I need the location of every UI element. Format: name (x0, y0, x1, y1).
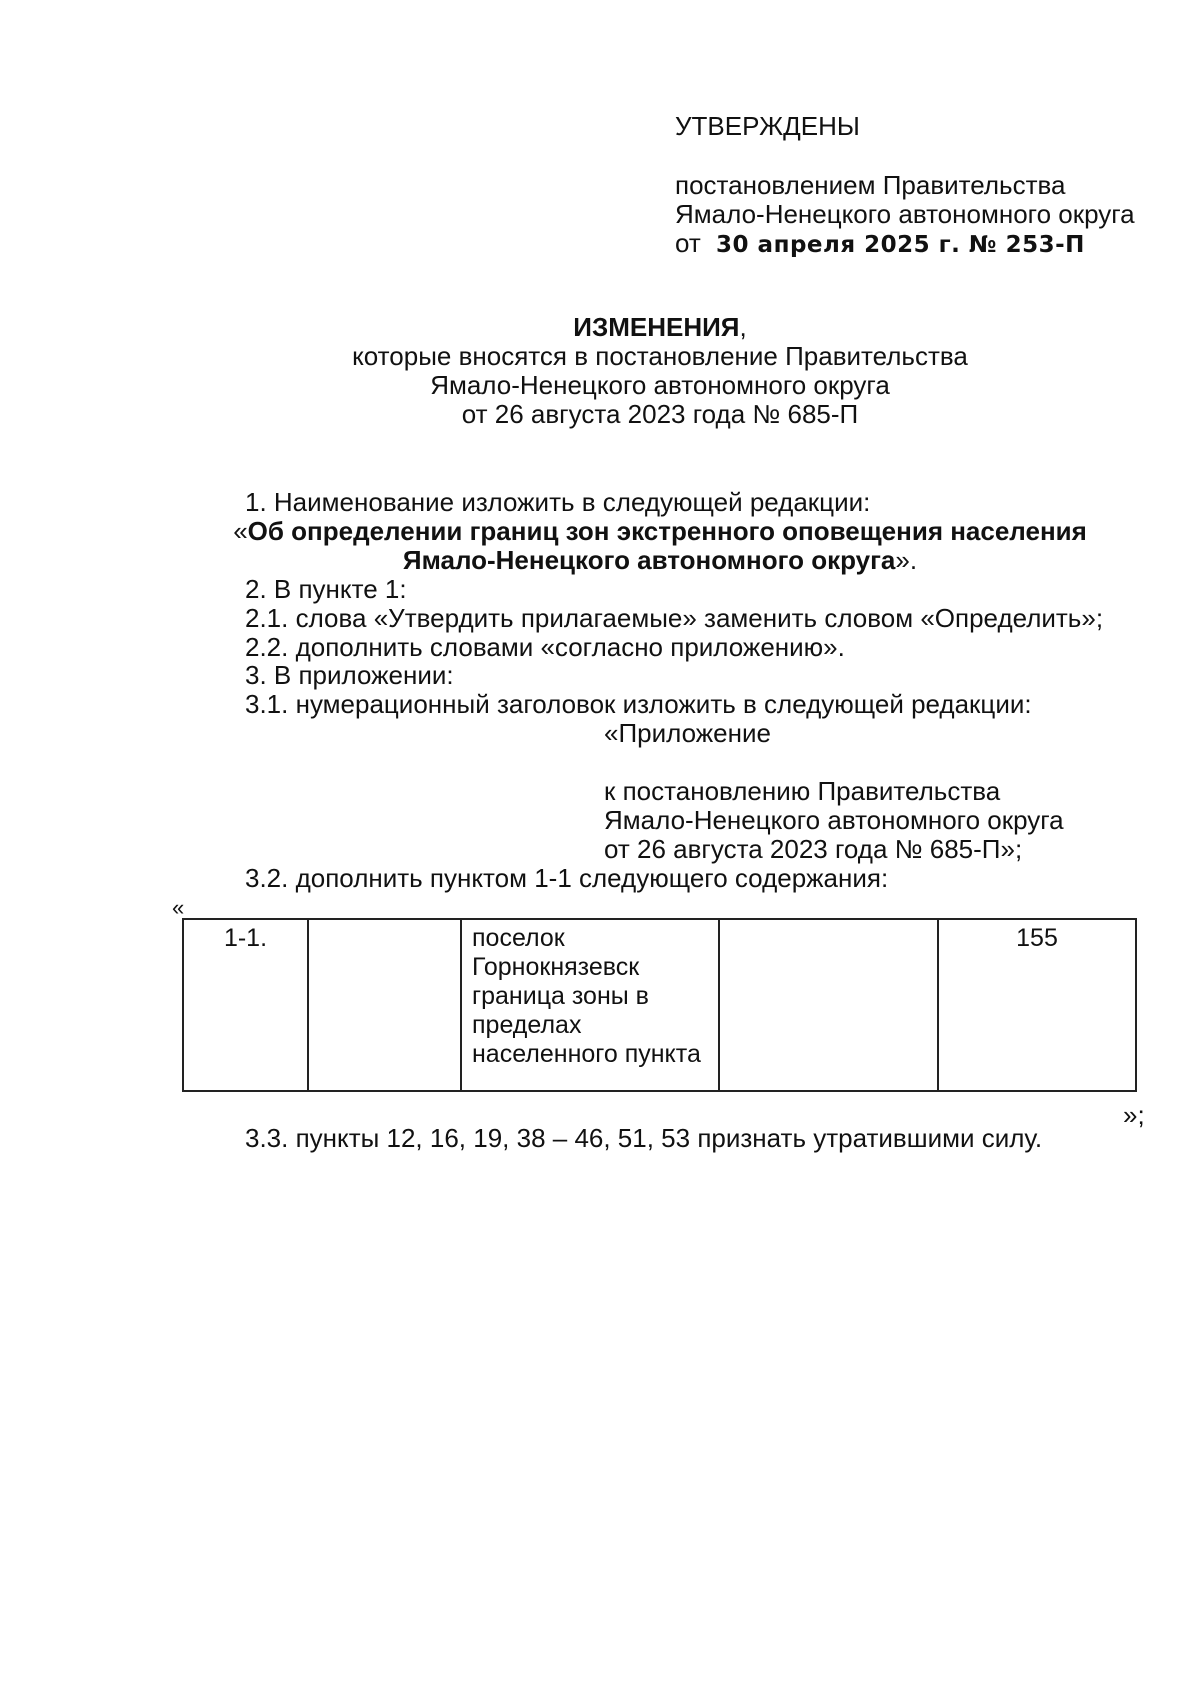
heading-line-3: от 26 августа 2023 года № 685-П (461, 399, 859, 429)
document-heading (0, 313, 1200, 429)
annex-heading: «Приложение (604, 718, 771, 748)
table-row (183, 919, 1136, 1091)
cell-number: 1-1. (183, 919, 308, 1091)
paragraph-1: 1. Наименование изложить в следующей редакции: (245, 487, 871, 517)
heading-line-2: Ямало-Ненецкого автономного округа (430, 370, 890, 400)
paragraph-3: 3. В приложении: (245, 660, 454, 690)
annex-line-2: к постановлению Правительства (604, 776, 1001, 806)
approval-line-2: Ямало-Ненецкого автономного округа (675, 199, 1135, 229)
cell-empty-2 (719, 919, 938, 1091)
new-title-quote (0, 517, 1200, 575)
paragraph-3-1: 3.1. нумерационный заголовок изложить в следующей редакции: (245, 689, 1032, 719)
table-close-quote: »; (1123, 1100, 1145, 1130)
approval-line-1: постановлением Правительства (675, 170, 1066, 200)
cell-empty-1 (308, 919, 461, 1091)
new-title-line-2 (0, 546, 1200, 575)
approval-block (675, 171, 1135, 260)
cell-location: поселок Горнокнязевск граница зоны в пределах населенного пункта (461, 919, 719, 1091)
approval-title: УТВЕРЖДЕНЫ (675, 111, 860, 141)
paragraph-2: 2. В пункте 1: (245, 574, 407, 604)
heading-line-1: которые вносятся в постановление Правительства (352, 341, 968, 371)
paragraph-3-2: 3.2. дополнить пунктом 1-1 следующего содержания: (245, 863, 889, 893)
quote-close: ». (895, 545, 918, 575)
paragraph-2-2: 2.2. дополнить словами «согласно приложению». (245, 632, 845, 662)
new-title-bold-1: Об определении границ зон экстренного оповещения населения (247, 516, 1087, 546)
paragraph-3-3: 3.3. пункты 12, 16, 19, 38 – 46, 51, 53 признать утратившими силу. (245, 1123, 1043, 1153)
new-title-bold-2: Ямало-Ненецкого автономного округа (402, 545, 896, 575)
approval-date-prefix: от (675, 228, 701, 258)
paragraph-2-1: 2.1. слова «Утвердить прилагаемые» заменить словом «Определить»; (245, 603, 1104, 633)
new-title-line-1 (0, 517, 1200, 546)
heading-title-suffix: , (739, 312, 747, 342)
cell-value: 155 (938, 919, 1136, 1091)
annex-line-4: от 26 августа 2023 года № 685-П»; (604, 834, 1023, 864)
approval-date (675, 229, 1135, 260)
annex-line-3: Ямало-Ненецкого автономного округа (604, 805, 1064, 835)
heading-title: ИЗМЕНЕНИЯ (573, 312, 740, 342)
amendment-table (182, 918, 1137, 1092)
heading-title-row (0, 313, 1200, 342)
table-open-quote: « (172, 895, 185, 920)
approval-date-stamp: 30 апреля 2025 г. № 253-П (716, 232, 1085, 258)
quote-open: « (233, 516, 248, 546)
